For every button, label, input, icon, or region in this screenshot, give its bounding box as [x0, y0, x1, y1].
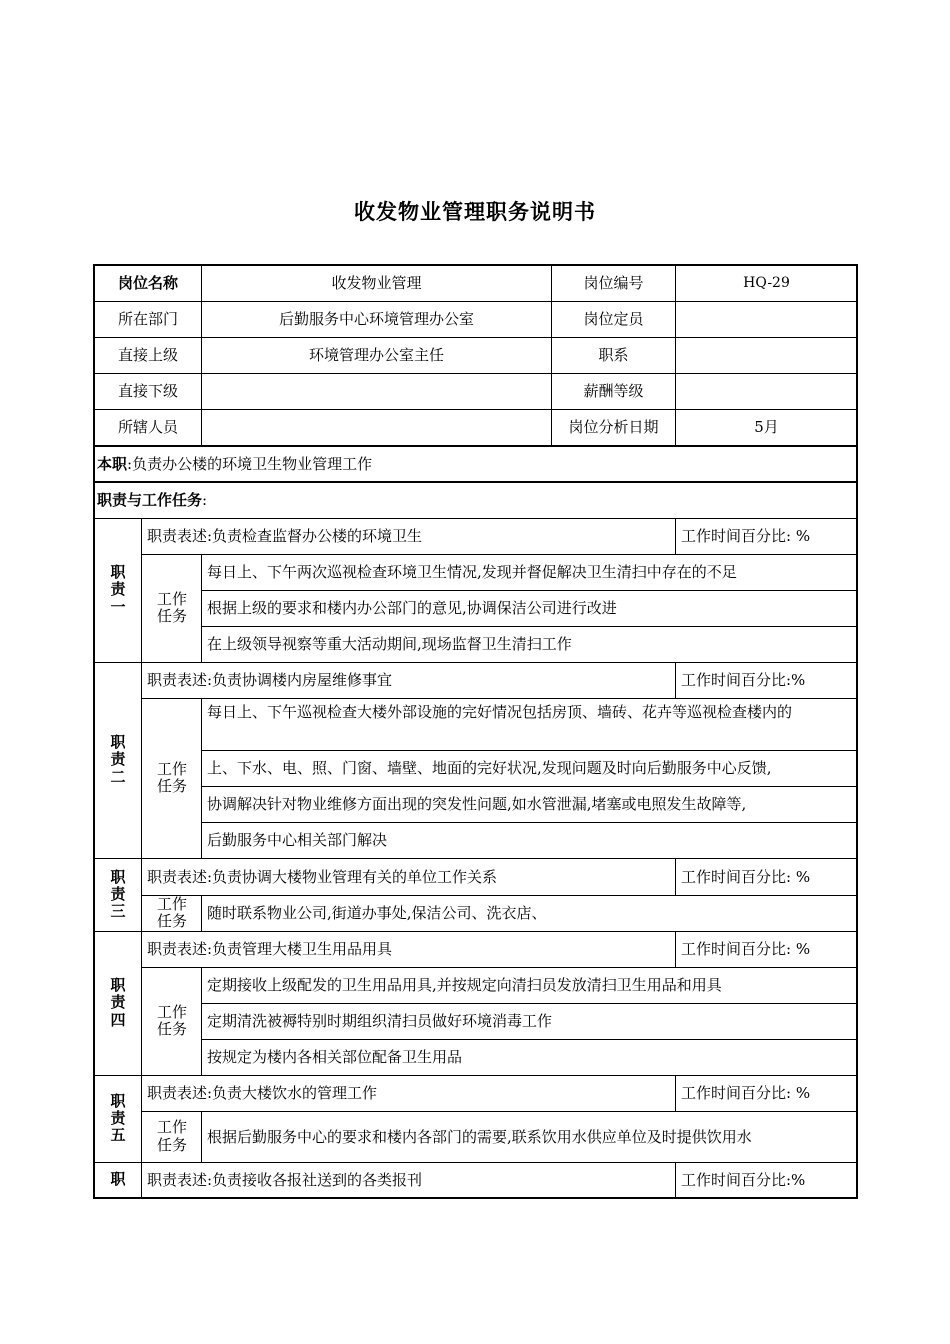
duty-4-task-1: 定期接收上级配发的卫生用品用具,并按规定向清扫员发放清扫卫生用品和用具 — [207, 976, 722, 994]
duty-3-task-1: 随时联系物业公司,街道办事处,保洁公司、洗衣店、 — [207, 904, 547, 922]
header-label-headcount: 岗位定员 — [583, 310, 644, 328]
duty-6-time-percentage: 工作时间百分比:% — [681, 1171, 806, 1189]
duty-4-task-2: 定期清洗被褥特别时期组织清扫员做好环境消毒工作 — [207, 1012, 553, 1030]
header-label-department: 所在部门 — [117, 310, 178, 328]
main-duty-label: 本职 — [97, 455, 128, 473]
header-value-department: 后勤服务中心环境管理办公室 — [278, 310, 474, 328]
header-label-staff: 所辖人员 — [117, 418, 178, 436]
duty-1-description: 职责表述:负责检查监督办公楼的环境卫生 — [147, 527, 423, 545]
duty-5-time-percentage: 工作时间百分比: % — [681, 1084, 811, 1102]
header-label-pay-grade: 薪酬等级 — [583, 382, 644, 400]
header-label-position-name: 岗位名称 — [117, 274, 178, 292]
duty-5-task-1: 根据后勤服务中心的要求和楼内各部门的需要,联系饮用水供应单位及时提供饮用水 — [207, 1127, 752, 1146]
duty-3-time-percentage: 工作时间百分比: % — [681, 867, 811, 886]
duty-3-name: 职责三 — [110, 867, 126, 921]
duties-heading-suffix: : — [202, 491, 208, 509]
header-value-analysis-date: 5月 — [754, 418, 779, 436]
duty-5-task-label: 工作任务 — [156, 1118, 187, 1154]
duty-1-time-percentage: 工作时间百分比: % — [681, 527, 811, 545]
header-label-position-code: 岗位编号 — [583, 274, 644, 292]
duties-heading-label: 职责与工作任务 — [97, 491, 203, 509]
duties-heading-row — [94, 482, 857, 518]
page-title: 收发物业管理职务说明书 — [354, 200, 596, 224]
duty-2-task-4: 后勤服务中心相关部门解决 — [207, 831, 388, 849]
duty-1-task-2: 根据上级的要求和楼内办公部门的意见,协调保洁公司进行改进 — [207, 599, 617, 617]
header-value-pay-grade — [676, 373, 857, 409]
header-label-subordinate: 直接下级 — [117, 382, 178, 400]
duty-2-description: 职责表述:负责协调楼内房屋维修事宜 — [147, 671, 393, 689]
duty-2-task-label: 工作任务 — [156, 759, 187, 795]
duty-2-time-percentage: 工作时间百分比:% — [681, 671, 806, 689]
header-value-position-name: 收发物业管理 — [331, 274, 422, 292]
duty-2-task-3: 协调解决针对物业维修方面出现的突发性问题,如水管泄漏,堵塞或电照发生故障等, — [207, 795, 747, 813]
header-value-job-family — [676, 337, 857, 373]
header-value-superior: 环境管理办公室主任 — [308, 346, 444, 364]
duty-2-name: 职责二 — [110, 733, 126, 786]
duty-1-task-3: 在上级领导视察等重大活动期间,现场监督卫生清扫工作 — [207, 635, 572, 653]
duty-4-task-label: 工作任务 — [156, 1002, 187, 1038]
duty-1-name: 职责一 — [110, 563, 126, 616]
duty-2-task-2: 上、下水、电、照、门窗、墙壁、地面的完好状况,发现问题及时向后勤服务中心反馈, — [207, 759, 772, 777]
duty-1-task-1: 每日上、下午两次巡视检查环境卫生情况,发现并督促解决卫生清扫中存在的不足 — [207, 563, 737, 581]
duty-4-task-3: 按规定为楼内各相关部位配备卫生用品 — [207, 1048, 463, 1066]
header-label-analysis-date: 岗位分析日期 — [568, 418, 659, 436]
duty-2-task-1: 每日上、下午巡视检查大楼外部设施的完好情况包括房顶、墙砖、花卉等巡视检查楼内的 — [207, 703, 793, 721]
header-value-subordinate — [202, 373, 551, 409]
duty-6-name: 职 — [110, 1170, 126, 1189]
duty-4-description: 职责表述:负责管理大楼卫生用品用具 — [147, 940, 393, 958]
main-duty-text: :负责办公楼的环境卫生物业管理工作 — [127, 455, 373, 473]
header-value-position-code: HQ-29 — [743, 274, 790, 291]
duty-3-task-label: 工作任务 — [156, 894, 187, 930]
main-duty-row — [94, 446, 857, 482]
duty-5-name: 职责五 — [110, 1091, 126, 1145]
duty-4-name: 职责四 — [110, 976, 126, 1029]
duty-4-time-percentage: 工作时间百分比: % — [681, 940, 811, 958]
header-label-job-family: 职系 — [598, 346, 629, 364]
header-label-superior: 直接上级 — [117, 346, 178, 364]
header-value-headcount — [676, 301, 857, 337]
header-value-staff — [202, 409, 551, 445]
duty-5-description: 职责表述:负责大楼饮水的管理工作 — [147, 1084, 378, 1102]
duty-3-description: 职责表述:负责协调大楼物业管理有关的单位工作关系 — [147, 867, 498, 886]
duty-1-task-label: 工作任务 — [156, 589, 187, 625]
duty-6-description: 职责表述:负责接收各报社送到的各类报刊 — [147, 1171, 423, 1189]
